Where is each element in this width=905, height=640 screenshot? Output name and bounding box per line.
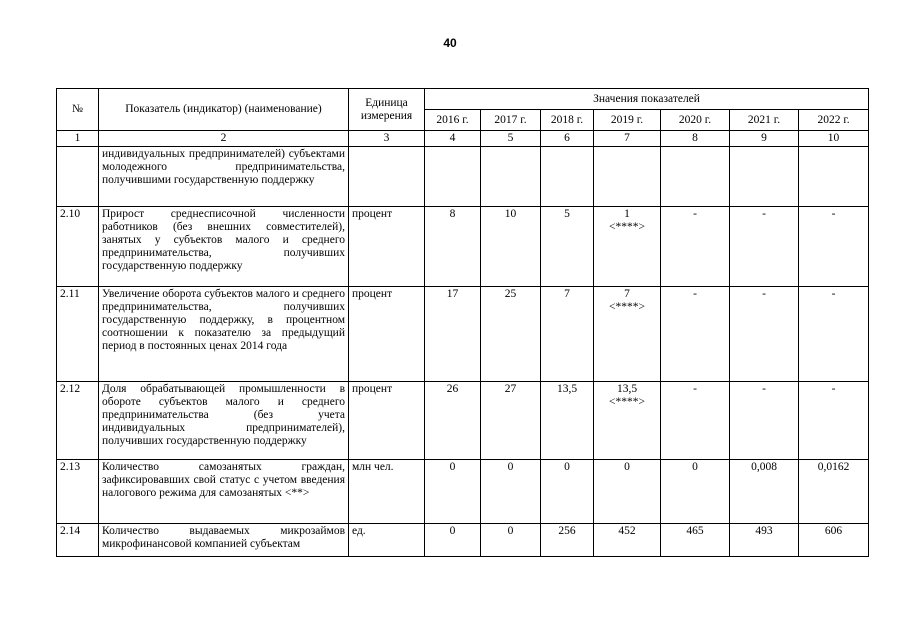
row-value: 452 <box>594 524 661 557</box>
header-year: 2016 г. <box>425 110 481 131</box>
row-indicator-name: Количество самозанятых граждан, зафиксировавших свой статус с учетом введения налогового режима для самозанятых <**> <box>99 460 349 524</box>
row-value <box>594 147 661 207</box>
row-value: 8 <box>425 207 481 287</box>
row-value: 7 <box>541 287 594 382</box>
column-number: 6 <box>541 131 594 147</box>
row-value: 13,5 <box>616 383 638 395</box>
row-value: 5 <box>541 207 594 287</box>
row-number: 2.10 <box>57 207 99 287</box>
header-year: 2019 г. <box>594 110 661 131</box>
column-number: 3 <box>349 131 425 147</box>
row-value: - <box>730 207 799 287</box>
row-unit: процент <box>349 207 425 287</box>
footnote-mark: <****> <box>609 301 645 313</box>
header-indicator: Показатель (индикатор) (наименование) <box>99 89 349 131</box>
row-value <box>799 147 869 207</box>
row-value: 0 <box>481 460 541 524</box>
row-number: 2.14 <box>57 524 99 557</box>
row-value <box>541 147 594 207</box>
row-value: - <box>661 207 730 287</box>
column-number: 7 <box>594 131 661 147</box>
header-year: 2017 г. <box>481 110 541 131</box>
row-value: 13,5 <box>541 382 594 460</box>
column-number: 8 <box>661 131 730 147</box>
footnote-mark: <****> <box>609 221 645 233</box>
row-unit: млн чел. <box>349 460 425 524</box>
table-row <box>57 524 869 557</box>
column-number: 5 <box>481 131 541 147</box>
row-indicator-name: Доля обрабатывающей промышленности в обороте субъектов малого и среднего предпринимательства (без учета индивидуальных предпринимателей), получивших государственную поддержку <box>99 382 349 460</box>
row-number <box>57 147 99 207</box>
row-indicator-name: Количество выдаваемых микрозаймов микрофинансовой компанией субъектам <box>99 524 349 557</box>
table-row <box>57 207 869 287</box>
row-value: - <box>799 207 869 287</box>
row-unit: процент <box>349 287 425 382</box>
column-number: 4 <box>425 131 481 147</box>
table-row <box>57 147 869 207</box>
header-year: 2022 г. <box>799 110 869 131</box>
row-value-2019 <box>594 207 661 287</box>
row-number: 2.12 <box>57 382 99 460</box>
row-value: 0 <box>425 524 481 557</box>
row-value: 10 <box>481 207 541 287</box>
row-value: - <box>661 382 730 460</box>
column-number: 9 <box>730 131 799 147</box>
row-value: - <box>799 287 869 382</box>
header-unit: Единица измерения <box>349 89 425 131</box>
row-indicator-name: индивидуальных предпринимателей) субъектами молодежного предпринимательства, получившими государственную поддержку <box>99 147 349 207</box>
page-number: 40 <box>443 36 457 50</box>
row-value-2019 <box>594 287 661 382</box>
row-value: - <box>661 287 730 382</box>
row-value <box>661 147 730 207</box>
row-value: 7 <box>624 288 630 300</box>
row-value: 17 <box>425 287 481 382</box>
header-year: 2018 г. <box>541 110 594 131</box>
row-value: 493 <box>730 524 799 557</box>
column-number: 1 <box>57 131 99 147</box>
row-value: 27 <box>481 382 541 460</box>
row-value: 606 <box>799 524 869 557</box>
row-unit: ед. <box>349 524 425 557</box>
table-row <box>57 460 869 524</box>
row-value: 0 <box>661 460 730 524</box>
row-value: 0 <box>541 460 594 524</box>
row-value <box>481 147 541 207</box>
header-year: 2021 г. <box>730 110 799 131</box>
row-value: - <box>730 382 799 460</box>
indicators-table <box>56 88 869 557</box>
header-values-group: Значения показателей <box>425 89 869 110</box>
row-value: 26 <box>425 382 481 460</box>
header-row <box>57 89 869 110</box>
row-value: - <box>799 382 869 460</box>
row-value: 0,0162 <box>799 460 869 524</box>
row-unit: процент <box>349 382 425 460</box>
row-indicator-name: Увеличение оборота субъектов малого и среднего предпринимательства, получивших государственную поддержку, в процентном соотношении к показателю за предыдущий период в постоянных ценах 2014 года <box>99 287 349 382</box>
row-value: 465 <box>661 524 730 557</box>
header-year: 2020 г. <box>661 110 730 131</box>
table-row <box>57 382 869 460</box>
row-value: 0 <box>481 524 541 557</box>
row-number: 2.13 <box>57 460 99 524</box>
row-value: - <box>730 287 799 382</box>
table-row <box>57 287 869 382</box>
column-numbers-row <box>57 131 869 147</box>
header-no: № <box>57 89 99 131</box>
row-number: 2.11 <box>57 287 99 382</box>
row-value: 25 <box>481 287 541 382</box>
row-value: 0 <box>594 460 661 524</box>
row-indicator-name: Прирост среднесписочной численности работников (без внешних совместителей), занятых у субъектов малого и среднего предпринимательства, получивших государственную поддержку <box>99 207 349 287</box>
column-number: 2 <box>99 131 349 147</box>
row-value: 0 <box>425 460 481 524</box>
row-value <box>425 147 481 207</box>
row-value-2019 <box>594 382 661 460</box>
row-value: 256 <box>541 524 594 557</box>
row-value <box>730 147 799 207</box>
row-unit <box>349 147 425 207</box>
column-number: 10 <box>799 131 869 147</box>
row-value: 0,008 <box>730 460 799 524</box>
footnote-mark: <****> <box>609 396 645 408</box>
row-value: 1 <box>624 208 630 220</box>
